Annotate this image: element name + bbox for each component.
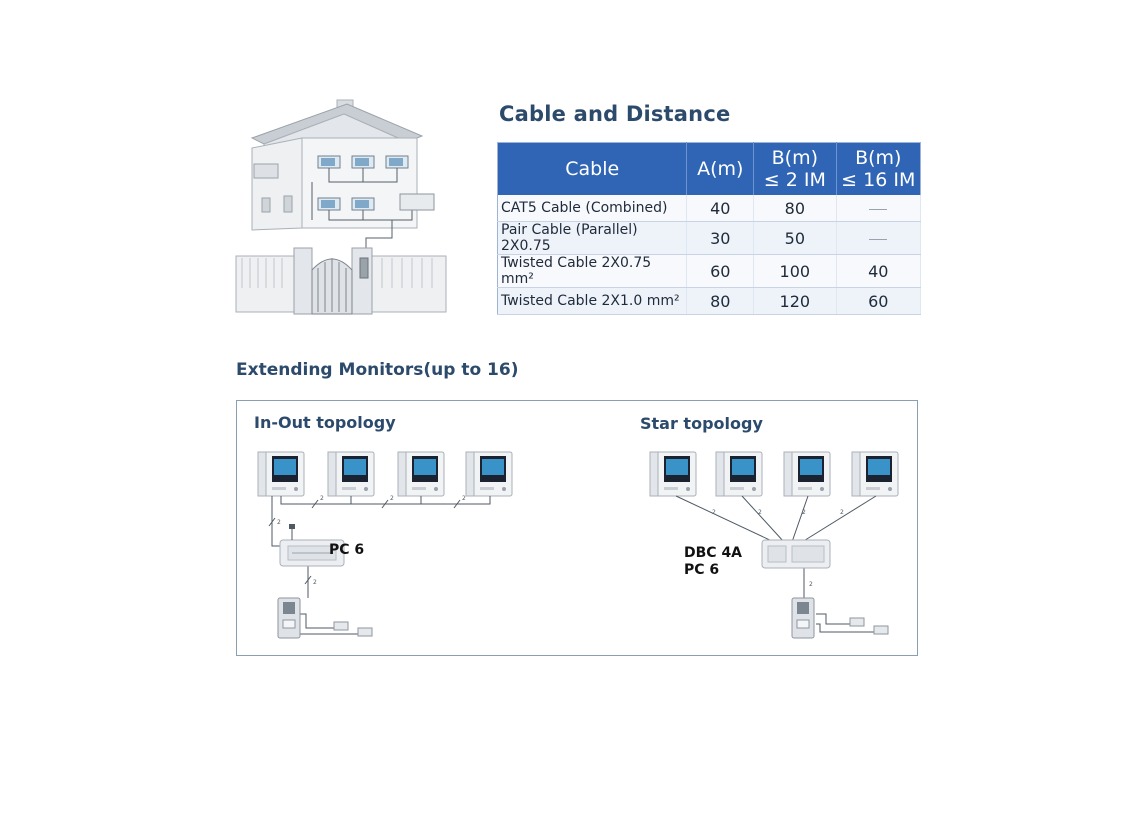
table-row (498, 222, 921, 255)
monitor-icon (398, 452, 444, 496)
wire-count-label: 2 (758, 509, 762, 516)
star-topology-title: Star topology (640, 414, 763, 433)
door-station-icon (792, 598, 814, 638)
door-station-icon (278, 598, 300, 638)
star-device-label-2: PC 6 (684, 562, 720, 578)
in-out-monitors (258, 452, 512, 496)
cell-a: 30 (687, 222, 754, 255)
cell-a: 80 (687, 288, 754, 315)
not-applicable-dash (869, 239, 887, 240)
wire-count-label: 2 (313, 579, 317, 586)
cell-a: 40 (687, 195, 754, 222)
house-wiring-illustration (232, 98, 452, 320)
table-row (498, 195, 921, 222)
cable-distance-title: Cable and Distance (499, 102, 731, 126)
header-b-2im: B(m) ≤ 2 IM (754, 143, 836, 196)
star-device-label-1: DBC 4A (684, 545, 743, 561)
monitor-icon (852, 452, 898, 496)
not-applicable-dash (869, 209, 887, 210)
cell-cable: Twisted Cable 2X1.0 mm² (498, 288, 687, 315)
cell-b16: 40 (836, 255, 920, 288)
wire-count-label: 2 (320, 495, 324, 502)
header-a: A(m) (687, 143, 754, 196)
monitor-icon (650, 452, 696, 496)
wire-count-label: 2 (809, 581, 813, 588)
cell-b2: 50 (754, 222, 836, 255)
wire-count-label: 2 (840, 509, 844, 516)
table-row (498, 288, 921, 315)
in-out-topology-title: In-Out topology (254, 413, 396, 432)
cell-b16 (836, 222, 920, 255)
lock-icon (874, 626, 888, 634)
wire-count-label: 2 (390, 495, 394, 502)
cell-a: 60 (687, 255, 754, 288)
monitor-icon (328, 452, 374, 496)
cell-b2: 120 (754, 288, 836, 315)
lock-icon (850, 618, 864, 626)
cell-b16: 60 (836, 288, 920, 315)
header-cable: Cable (498, 143, 687, 196)
cell-b2: 100 (754, 255, 836, 288)
monitor-icon (466, 452, 512, 496)
monitor-icon (716, 452, 762, 496)
cell-b2: 80 (754, 195, 836, 222)
cell-cable: Twisted Cable 2X0.75 mm² (498, 255, 687, 288)
cell-cable: Pair Cable (Parallel) 2X0.75 (498, 222, 687, 255)
monitor-icon (258, 452, 304, 496)
cell-cable: CAT5 Cable (Combined) (498, 195, 687, 222)
lock-icon (334, 622, 348, 630)
extending-monitors-title: Extending Monitors(up to 16) (236, 360, 519, 380)
cable-distance-table (497, 142, 921, 315)
distributor-icon (762, 540, 830, 568)
wire-count-label: 2 (277, 519, 281, 526)
monitor-icon (784, 452, 830, 496)
wire-count-label: 2 (802, 509, 806, 516)
cell-b16 (836, 195, 920, 222)
lock-icon (358, 628, 372, 636)
topology-diagram (236, 400, 918, 656)
header-b-16im: B(m) ≤ 16 IM (836, 143, 920, 196)
in-out-device-label: PC 6 (329, 542, 365, 558)
wire-count-label: 2 (712, 509, 716, 516)
table-row (498, 255, 921, 288)
wire-count-label: 2 (462, 495, 466, 502)
star-monitors (650, 452, 898, 496)
